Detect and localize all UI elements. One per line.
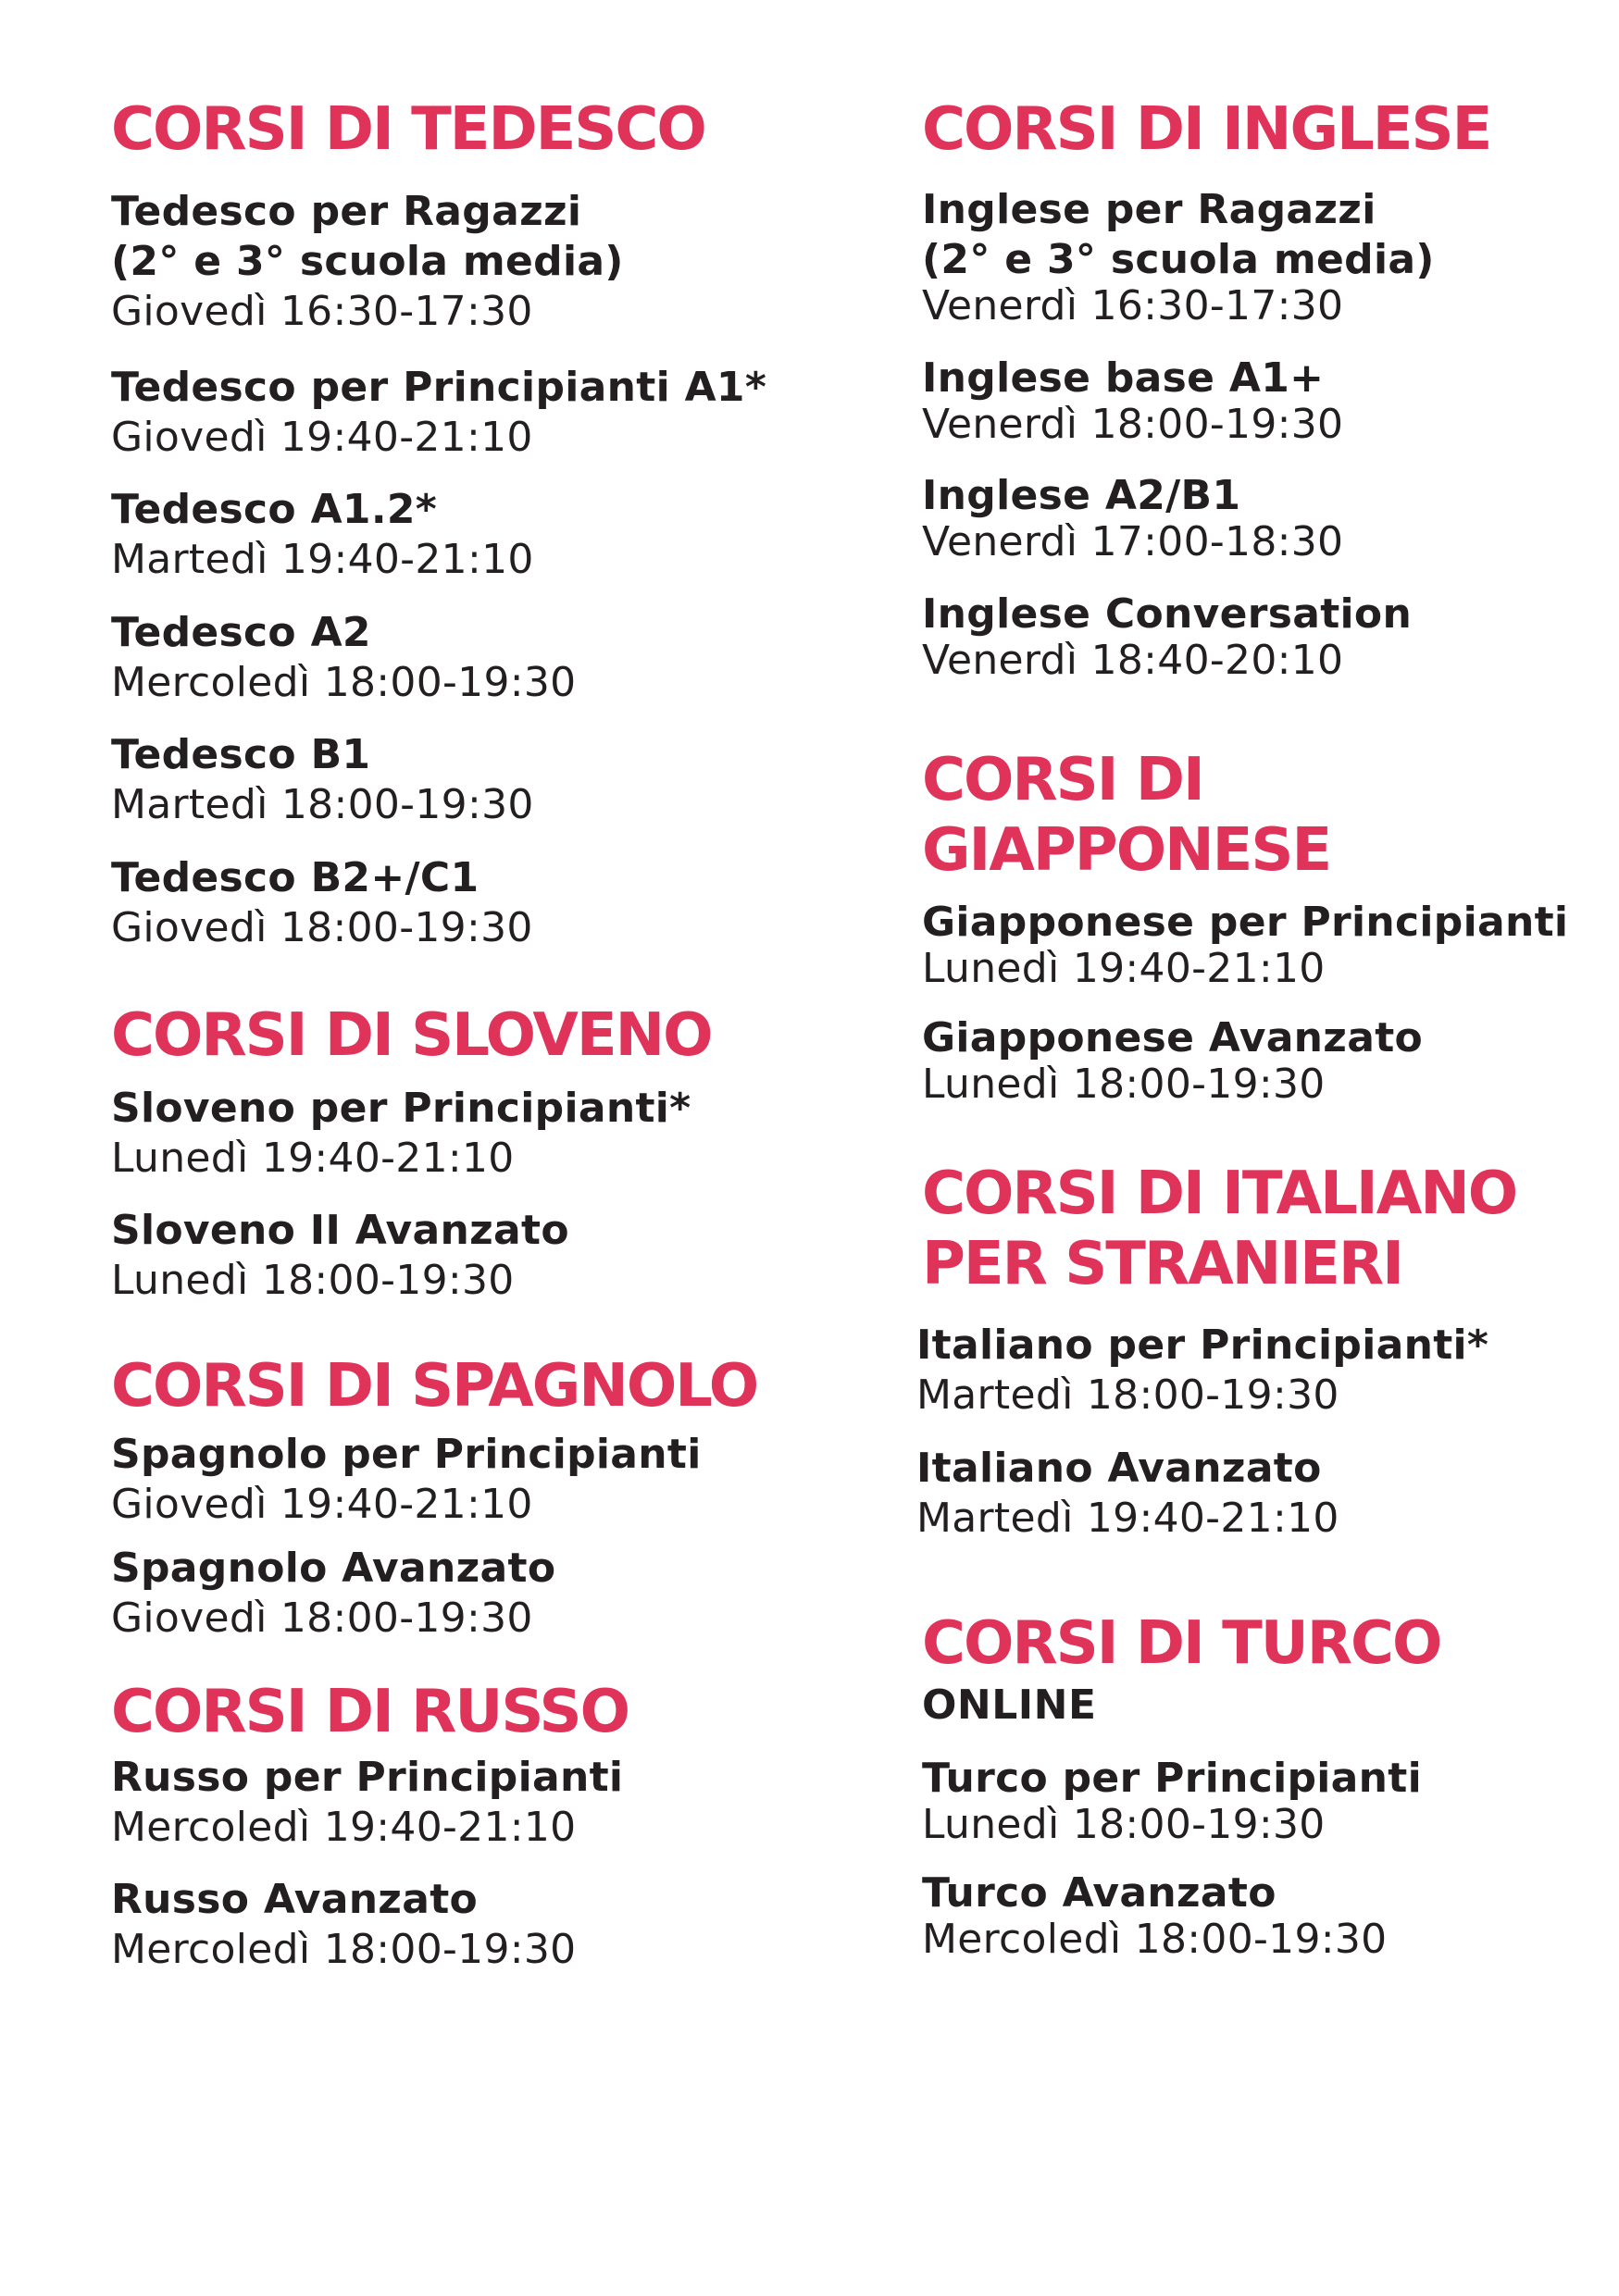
course-item: [922, 1013, 1423, 1110]
course-item: [922, 1868, 1387, 1965]
section-title: CORSI DI SLOVENO: [111, 1001, 712, 1070]
course-time: Lunedì 18:00-19:30: [922, 1061, 1326, 1108]
course-time: Mercoledì 19:40-21:10: [111, 1804, 577, 1851]
course-time: Lunedì 19:40-21:10: [111, 1135, 515, 1182]
section-italiano: [916, 1159, 1517, 1542]
course-name: Turco Avanzato: [922, 1869, 1277, 1917]
course-item: [111, 1544, 555, 1644]
course-name: Italiano per Principianti*: [916, 1322, 1489, 1369]
course-time: Mercoledì 18:00-19:30: [922, 1916, 1388, 1963]
course-item: [111, 1430, 702, 1530]
course-item: [111, 853, 533, 953]
course-name-line2: (2° e 3° scuola media): [922, 236, 1435, 283]
course-name: Spagnolo Avanzato: [111, 1545, 556, 1592]
course-time: Martedì 18:00-19:30: [916, 1371, 1339, 1419]
section-title: CORSI DI TEDESCO: [111, 95, 705, 164]
section-russo: [111, 1677, 629, 1973]
course-name: Tedesco B2+/C1: [111, 854, 479, 901]
section-sloveno: [111, 1000, 712, 1304]
section-title-line2: PER STRANIERI: [922, 1230, 1402, 1298]
course-time: Venerdì 17:00-18:30: [922, 518, 1344, 565]
course-name: Tedesco B1: [111, 731, 371, 778]
course-name: Sloveno per Principianti*: [111, 1085, 691, 1132]
course-name: Russo per Principianti: [111, 1754, 624, 1801]
course-time: Mercoledì 18:00-19:30: [111, 659, 577, 706]
section-title: CORSI DI TURCO: [922, 1609, 1441, 1678]
course-name: Giapponese per Principianti: [922, 899, 1569, 946]
course-name: Tedesco per Principianti A1*: [111, 364, 767, 411]
course-item: [922, 354, 1343, 450]
course-item: [922, 590, 1412, 686]
section-title-line1: CORSI DI ITALIANO: [922, 1160, 1517, 1228]
course-item: [916, 1444, 1339, 1544]
course-time: Lunedì 18:00-19:30: [922, 1801, 1326, 1848]
course-time: Giovedì 16:30-17:30: [111, 288, 533, 335]
course-time: Venerdì 16:30-17:30: [922, 282, 1344, 329]
online-label: ONLINE: [922, 1682, 1097, 1729]
course-name: Italiano Avanzato: [916, 1445, 1322, 1492]
course-time: Lunedì 19:40-21:10: [922, 945, 1326, 992]
course-name: Sloveno II Avanzato: [111, 1207, 569, 1254]
course-item: [111, 1875, 576, 1975]
course-item: [111, 187, 624, 337]
course-time: Giovedì 18:00-19:30: [111, 1595, 533, 1642]
course-time: Mercoledì 18:00-19:30: [111, 1926, 577, 1973]
course-time: Martedì 19:40-21:10: [916, 1495, 1339, 1542]
course-name: Spagnolo per Principianti: [111, 1431, 702, 1478]
section-title: CORSI DI INGLESE: [922, 95, 1491, 164]
course-item: [111, 608, 576, 708]
course-item: [922, 898, 1568, 994]
course-item: [916, 1321, 1488, 1421]
course-name: Giapponese Avanzato: [922, 1014, 1424, 1061]
course-item: [111, 730, 534, 830]
course-name: Tedesco per Ragazzi: [111, 188, 582, 235]
section-title-line2: GIAPPONESE: [922, 816, 1331, 885]
course-item: [111, 485, 534, 585]
course-item: [111, 363, 766, 463]
section-turco: [922, 1608, 1441, 1963]
course-name: Russo Avanzato: [111, 1876, 479, 1923]
section-title-line1: CORSI DI: [922, 746, 1203, 814]
course-time: Venerdì 18:00-19:30: [922, 401, 1344, 448]
section-title: CORSI DI RUSSO: [111, 1678, 629, 1746]
course-name: Inglese Conversation: [922, 590, 1413, 638]
section-tedesco: [111, 94, 767, 951]
course-item: [922, 1754, 1422, 1850]
section-title: CORSI DI SPAGNOLO: [111, 1352, 758, 1421]
course-item: [111, 1206, 569, 1306]
course-time: Venerdì 18:40-20:10: [922, 637, 1344, 684]
course-time: Giovedì 18:00-19:30: [111, 904, 533, 951]
course-time: Giovedì 19:40-21:10: [111, 414, 533, 461]
section-inglese: [922, 94, 1491, 684]
course-item: [111, 1753, 623, 1853]
section-spagnolo: [111, 1351, 758, 1642]
course-time: Martedì 19:40-21:10: [111, 536, 534, 583]
course-name: Tedesco A2: [111, 609, 371, 656]
course-name-line2: (2° e 3° scuola media): [111, 238, 624, 285]
course-item: [922, 185, 1435, 331]
section-giapponese: [922, 745, 1569, 1108]
course-name: Inglese A2/B1: [922, 472, 1241, 519]
course-item: [922, 471, 1343, 567]
course-time: Giovedì 19:40-21:10: [111, 1481, 533, 1528]
course-name: Inglese per Ragazzi: [922, 186, 1376, 233]
course-time: Martedì 18:00-19:30: [111, 781, 534, 828]
course-name: Turco per Principianti: [922, 1755, 1423, 1802]
course-name: Tedesco A1.2*: [111, 486, 438, 533]
course-name: Inglese base A1+: [922, 354, 1325, 402]
course-item: [111, 1084, 691, 1184]
course-time: Lunedì 18:00-19:30: [111, 1257, 515, 1304]
